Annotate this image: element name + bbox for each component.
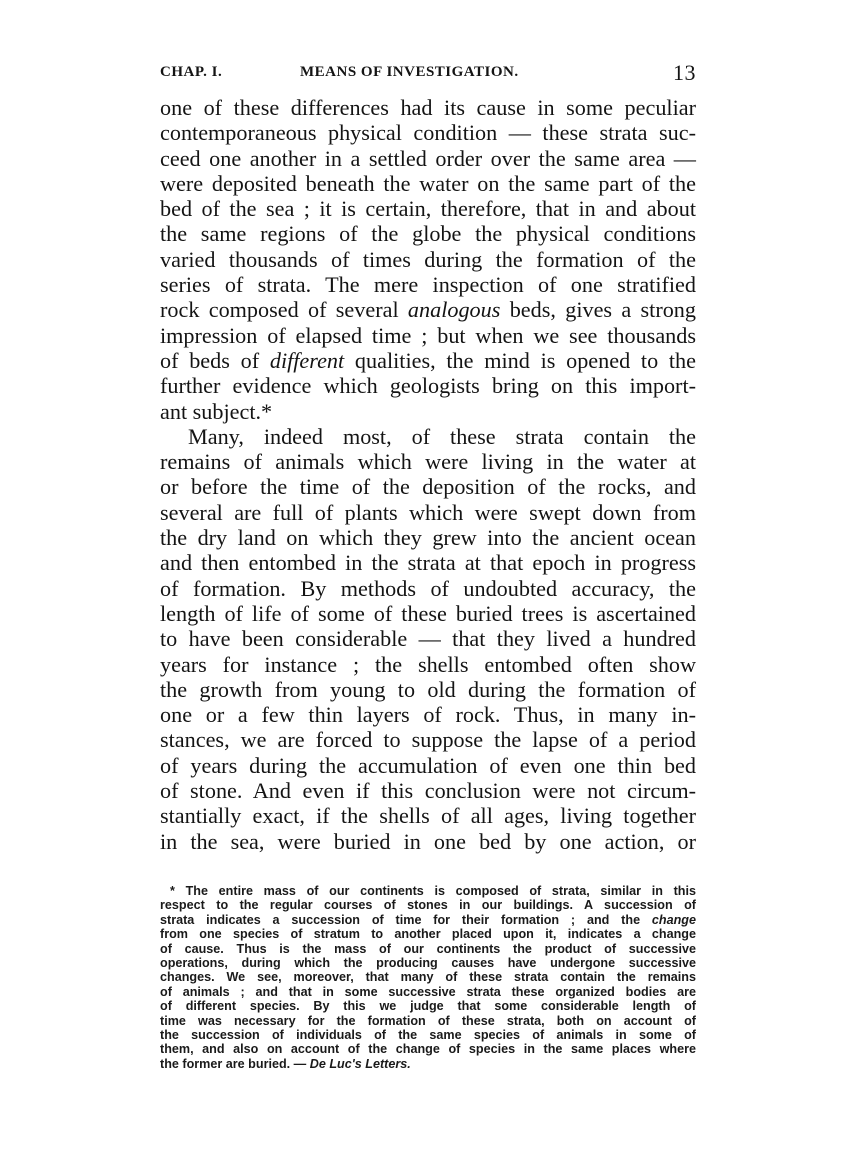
text-line: Many, indeed most, of these strata contain the (188, 423, 696, 449)
text-run: strata indicates a succession of time for their formation ; and the (160, 912, 652, 927)
text-line: years for instance ; the shells entombed often show (160, 651, 696, 677)
text-line: or before the time of the deposition of the rocks, and (160, 474, 696, 500)
text-line: ceed one another in a settled order over the same area — (160, 145, 696, 171)
text-line: varied thousands of times during the formation of the (160, 246, 696, 272)
text-line: series of strata. The mere inspection of one stratified (160, 272, 696, 298)
footnote-line (160, 1057, 696, 1071)
footnote-line: from one species of stratum to another placed upon it, indicates a change (160, 927, 696, 942)
text-line: contemporaneous physical condition — these strata suc- (160, 120, 696, 146)
footnote-line: operations, during which the producing causes have undergone successive (160, 955, 696, 970)
text-line: of formation. By methods of undoubted accuracy, the (160, 575, 696, 601)
footnote-line: respect to the regular courses of stones in our buildings. A succession of (160, 898, 696, 913)
text-line: ant subject.* (160, 398, 273, 424)
footnote-line: time was necessary for the formation of these strata, both on account of (160, 1013, 696, 1028)
italic-word: different (269, 347, 345, 373)
text-line: were deposited beneath the water on the same part of the (160, 170, 696, 196)
footnote-line: of different species. By this we judge that some considerable length of (160, 999, 696, 1014)
footnote-line: changes. We see, moreover, that many of these strata contain the remains (160, 970, 696, 985)
text-line: length of life of some of these buried trees is ascertained (160, 600, 696, 626)
text-run: qualities, the mind is opened to the (344, 347, 696, 373)
text-line: in the sea, were buried in one bed by one action, or (160, 828, 696, 854)
footnote-line: them, and also on account of the change of species in the same places where (160, 1042, 696, 1057)
text-line: of stone. And even if this conclusion were not circum- (160, 778, 696, 804)
text-line: the same regions of the globe the physical conditions (160, 221, 696, 247)
italic-word: analogous (407, 297, 501, 323)
running-header (160, 60, 696, 88)
text-run: the former are buried. — (160, 1056, 310, 1071)
text-run: rock composed of several (160, 297, 408, 323)
text-line: bed of the sea ; it is certain, therefore, that in and about (160, 196, 696, 222)
text-line: to have been considerable — that they lived a hundred (160, 626, 696, 652)
page-number: 13 (673, 60, 696, 85)
text-line: one of these differences had its cause in some peculiar (160, 95, 696, 120)
italic-word: change (651, 912, 696, 927)
text-run: beds, gives a strong (500, 297, 696, 323)
chapter-label: CHAP. I. (160, 64, 223, 80)
footnote-line (160, 913, 696, 927)
text-line: of years during the accumulation of even one thin bed (160, 752, 696, 778)
text-line: stantially exact, if the shells of all ages, living together (160, 803, 696, 829)
footnote (160, 884, 696, 1071)
text-line (160, 297, 696, 322)
footnote-line: the succession of individuals of the same species of animals in some of (160, 1027, 696, 1042)
running-title: MEANS OF INVESTIGATION. (300, 64, 519, 80)
text-line: the dry land on which they grew into the ancient ocean (160, 525, 696, 551)
footnote-line: of cause. Thus is the mass of our continents the product of successive (160, 941, 696, 956)
text-line: stances, we are forced to suppose the lapse of a period (160, 727, 696, 753)
text-line: remains of animals which were living in the water at (160, 449, 696, 475)
text-line: several are full of plants which were swept down from (160, 499, 696, 525)
text-run: of beds of (160, 347, 270, 373)
footnote-line: * The entire mass of our continents is composed of strata, similar in this (170, 884, 696, 898)
text-line: impression of elapsed time ; but when we see thousands (160, 322, 696, 348)
text-line: and then entombed in the strata at that epoch in progress (160, 550, 696, 576)
body-text (160, 95, 696, 854)
text-line: one or a few thin layers of rock. Thus, in many in- (160, 702, 696, 728)
text-line: further evidence which geologists bring on this import- (160, 373, 696, 399)
citation: De Luc's Letters. (309, 1056, 411, 1071)
footnote-line: of animals ; and that in some successive strata these organized bodies are (160, 984, 696, 999)
text-line: the growth from young to old during the formation of (160, 676, 696, 702)
text-line (160, 348, 696, 373)
